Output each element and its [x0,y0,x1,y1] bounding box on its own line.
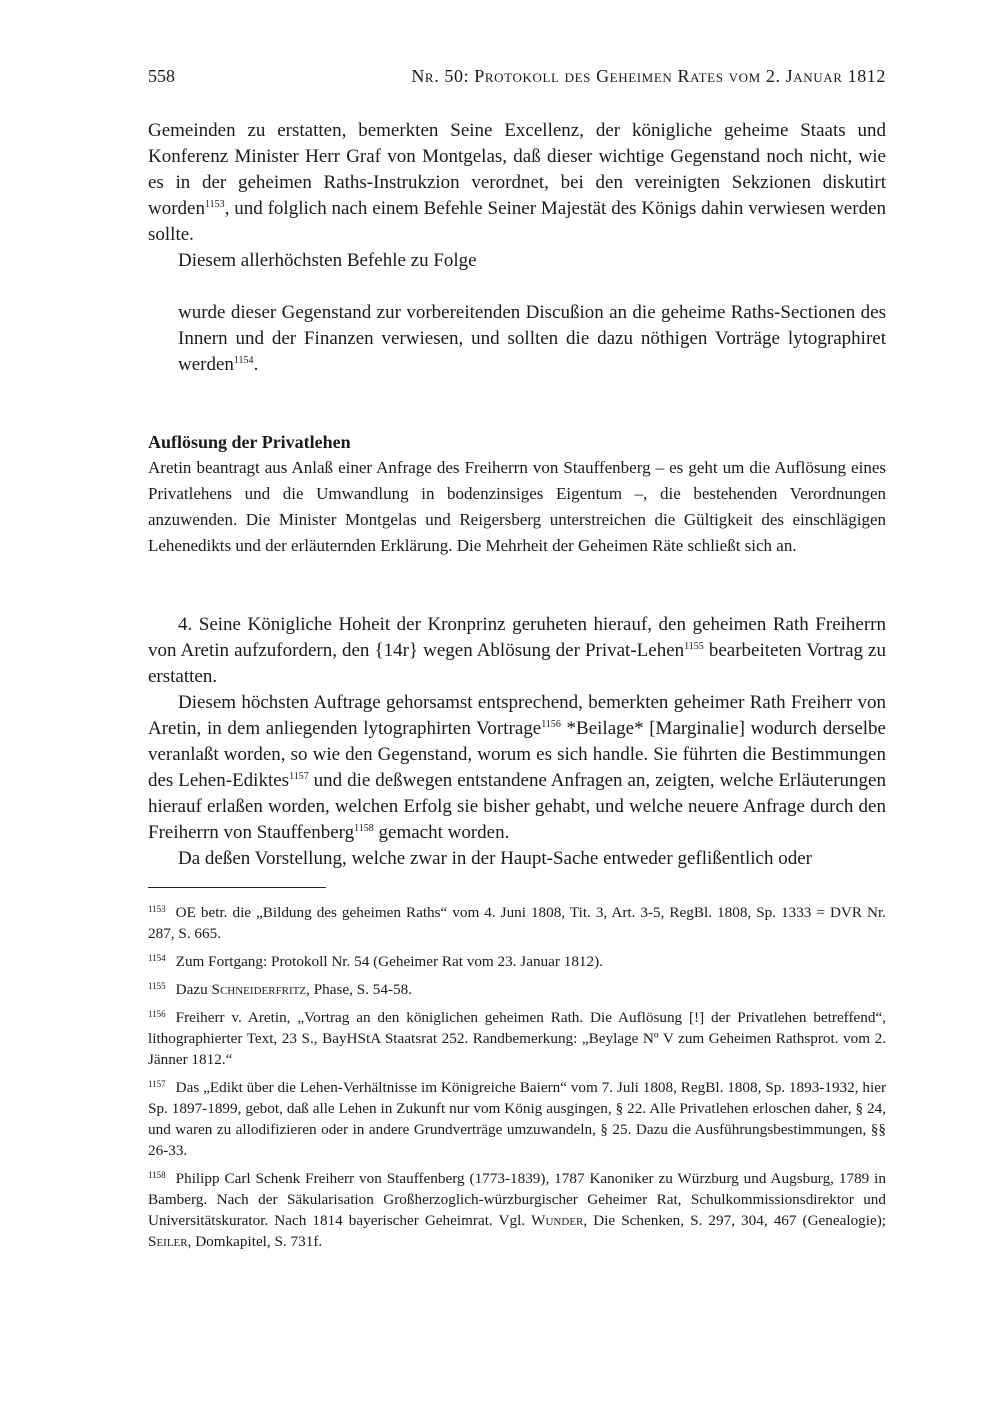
paragraph-1-text: Gemeinden zu erstatten, bemerkten Seine Excellenz, der königliche geheime Staats und Konferenz Minister Herr Graf von Montgelas, daß dieser wichtige Gegenstand noch nicht, wie es in der geheimen Raths-Instrukzion verordnet, bei den vereinigten Sekzionen diskutirt worden [148,120,886,219]
footnote-ref-1158[interactable]: 1158 [354,823,374,834]
paragraph-5-text: Diesem höchsten Auftrage gehorsamst entsprechend, bemerkten geheimer Rath Freiherr von Aretin, in dem anliegenden lytographirten Vortrage [148,692,886,739]
footnote-1157 [148,1077,886,1161]
running-title: Nr. 50: Protokoll des Geheimen Rates vom 2. Januar 1812 [411,66,886,86]
paragraph-1 [148,118,886,248]
paragraph-4-text-cont: bearbeiteten Vortrag zu erstatten. [148,640,886,687]
footnote-ref-1153[interactable]: 1153 [204,199,225,210]
footnote-number: 1154 [148,953,166,963]
paragraph-5-text-d: gemacht worden. [373,822,510,843]
footnote-divider [148,887,326,888]
paragraph-4 [148,612,886,690]
footnote-text: Dazu [175,981,212,998]
footnote-text: OE betr. die „Bildung des geheimen Raths“ vom 4. Juni 1808, Tit. 3, Art. 3-5, RegBl. 1808, Sp. 1333 = DVR Nr. 287, S. 665. [148,904,886,942]
paragraph-1-text-cont: , und folglich nach einem Befehle Seiner Majestät des Königs dahin verwiesen werden sollte. [148,198,886,245]
footnote-text: Das „Edikt über die Lehen-Verhältnisse im Königreiche Baiern“ vom 7. Juli 1808, RegBl. 1808, Sp. 1893-1932, hier Sp. 1897-1899, gebot, daß alle Lehen in Zukunft nur vom König ausgingen, § 22. Alle Privatlehen erloschen daher, § 24, und waren zu allodifizieren oder in andere Grundverträge umzuwandeln, § 25. Dazu die Ausführungsbestimmungen, §§ 26-33. [148,1079,886,1159]
footnote-1154 [148,951,886,972]
quoted-resolution-end: . [253,354,259,375]
section-heading: Auflösung der Privatlehen [148,432,351,452]
footnote-1153 [148,902,886,944]
quoted-resolution [178,300,886,378]
footnote-ref-1156[interactable]: 1156 [541,719,561,730]
footnote-number: 1157 [148,1079,166,1089]
footnote-ref-1157[interactable]: 1157 [289,771,309,782]
footnote-text-c: , Domkapitel, S. 731f. [187,1233,323,1250]
footnote-author: Seiler [148,1233,188,1250]
section-block [148,430,886,559]
running-head [148,66,886,92]
footnote-text: Freiherr v. Aretin, „Vortrag an den königlichen geheimen Rath. Die Auflösung [!] der Privatlehen betreffend“, lithographierter Text, 23 S., BayHStA Staatsrat 252. Randbemerkung: „Beylage Nº V zum Geheimen Rathsprot. vom 2. Jänner 1812.“ [148,1009,886,1068]
footnote-ref-1155[interactable]: 1155 [684,641,704,652]
footnote-text: Philipp Carl Schenk Freiherr von Stauffenberg (1773-1839), 1787 Kanoniker zu Würzburg und Augsburg, 1789 in Bamberg. Nach der Säkularisation Großherzoglich-würzburgischer Geheimer Rat, Schulkommissionsdirektor und Universitätskurator. Nach 1814 bayerischer Geheimrat. Vgl. [148,1170,886,1229]
paragraph-5-text-b: *Beilage* [Marginalie] wodurch derselbe veranlaßt worden, so wie den Gegenstand, worum es sich handle. Sie führten die Bestimmungen des Lehen-Ediktes [148,718,886,791]
footnote-number: 1155 [148,981,166,991]
footnote-text-b: , Die Schenken, S. 297, 304, 467 (Genealogie); [583,1212,887,1229]
footnote-1158 [148,1168,886,1252]
footnote-ref-1154[interactable]: 1154 [233,355,254,366]
footnote-text: Zum Fortgang: Protokoll Nr. 54 (Geheimer Rat vom 23. Januar 1812). [175,953,603,970]
footnotes [148,902,886,1259]
paragraph-2: Diesem allerhöchsten Befehle zu Folge [178,250,477,271]
section-summary: Aretin beantragt aus Anlaß einer Anfrage des Freiherrn von Stauffenberg – es geht um die Auflösung eines Privatlehens und die Umwandlung in bodenzinsiges Eigentum –, die bestehenden Verordnungen anzuwenden. Die Minister Montgelas und Reigersberg unterstreichen die Gültigkeit des einschlägigen Lehenedikts und der erläuternden Erklärung. Die Mehrheit der Geheimen Räte schließt sich an. [148,458,886,555]
footnote-author: Schneiderfritz [211,981,307,998]
page-number: 558 [148,66,175,86]
footnote-1156 [148,1007,886,1070]
paragraph-5 [148,690,886,846]
footnote-number: 1156 [148,1009,166,1019]
footnote-number: 1153 [148,904,166,914]
footnote-author: Wunder [531,1212,584,1229]
footnote-text-cont: , Phase, S. 54-58. [306,981,413,998]
footnote-number: 1158 [148,1170,166,1180]
quoted-resolution-text: wurde dieser Gegenstand zur vorbereitenden Discußion an die geheime Raths-Sectionen des Innern und der Finanzen verwiesen, und sollten die dazu nöthigen Vorträge lytographiret werden [178,302,886,375]
paragraph-6: Da deßen Vorstellung, welche zwar in der Haupt-Sache entweder geflißentlich oder [178,848,812,869]
paragraph-5-text-c: und die deßwegen entstandene Anfragen an, zeigten, welche Erläuterungen hierauf erlaßen worden, welchen Erfolg sie bisher gehabt, und welche neuere Anfrage durch den Freiherrn von Stauffenberg [148,770,886,843]
footnote-1155 [148,979,886,1000]
paragraph-4-text: 4. Seine Königliche Hoheit der Kronprinz geruheten hierauf, den geheimen Rath Freiherrn von Aretin aufzufordern, den {14r} wegen Ablösung der Privat-Lehen [148,614,886,661]
